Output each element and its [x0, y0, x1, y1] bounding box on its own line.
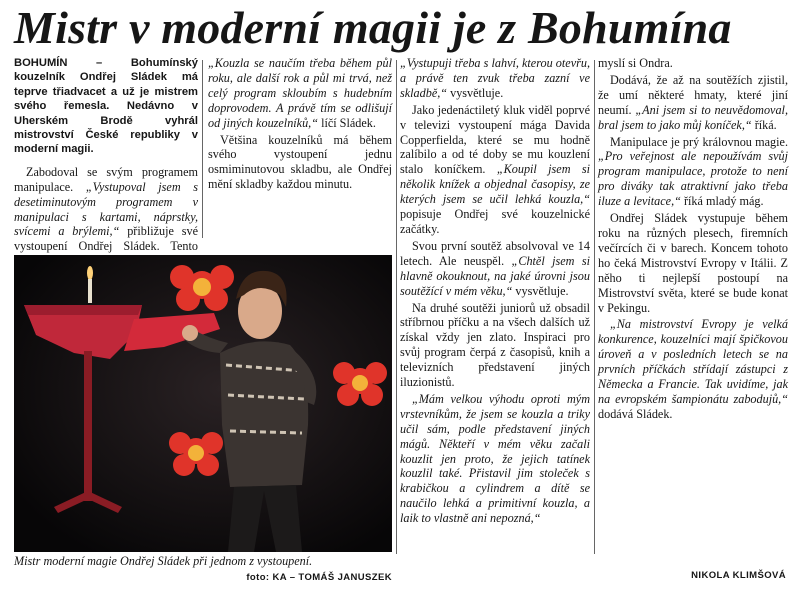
quote: „Chtěl jsem si hlavně okouknout, na jaké úrovni jsou soutěžící v mém věku,“	[400, 253, 590, 298]
body-paragraph	[400, 301, 590, 390]
body-text: dodává Sládek.	[598, 406, 673, 421]
body-text: říká.	[751, 117, 777, 132]
article-column-3	[400, 56, 590, 526]
body-text: říká mladý mág.	[680, 194, 764, 209]
column-divider	[202, 60, 203, 238]
body-paragraph	[598, 56, 788, 71]
body-paragraph	[400, 392, 590, 526]
quote: „Mám velkou výhodu oproti mým vrstevníkům, že jsem se kouzla a triky učil sám, podle představení jiných mágů. Někteří v mém věku začali kouzlit jen proto, že jejich tatínek kouzlil také. Přistavil jim stoleček s krabičkou a cylindrem a dítě se naučilo lehká a primitivní kouzla, a laik to vlastně ani nepozná,“	[400, 391, 590, 526]
body-text: vysvětluje.	[447, 85, 504, 100]
author-byline: NIKOLA KLIMŠOVÁ	[691, 570, 786, 581]
headline: Mistr v moderní magii je z Bohumína	[14, 2, 732, 53]
body-text: myslí si Ondra.	[598, 56, 673, 70]
body-text: Ondřej Sládek vystupuje během roku na různých plesech, firemních večírcích či v barech. Koncem tohoto ho čeká Mistrovství Evropy v Itálii. Z něho ti nejlepší postoupí na Mistrovství světa, které se bude konat v Pekingu.	[598, 211, 788, 315]
body-paragraph	[598, 317, 788, 421]
body-paragraph	[208, 56, 392, 131]
quote: „Pro veřejnost ale nepoužívám svůj program manipulace, protože to není pro diváky tak atraktivní jako třeba iluze a levitace,“	[598, 149, 788, 209]
quote: „Ani jsem si to neuvědomoval, bral jsem to jako můj koníček,“	[598, 102, 788, 132]
body-paragraph	[400, 239, 590, 299]
body-text: přibližuje své vystoupení Ondřej Sládek. Tento	[14, 224, 198, 254]
body-text: Většina kouzelníků má během svého vystoupení jednu osmiminutovou skladbu, ale Ondřej mění skladby každou minutu.	[208, 132, 392, 192]
lead-paragraph: BOHUMÍN – Bohumínský kouzelník Ondřej Sládek má teprve třiadvacet a už je mistrem svého řemesla. Nedávno v Uherském Brodě vyhrál mistrovství České republiky v moderní magii.	[14, 57, 198, 156]
quote: „Kouzla se naučím třeba během půl roku, ale další rok a půl mi trvá, než celý program skloubím s hudebním doprovodem. A právě tím se odlišují od jiných kouzelníků,“	[208, 56, 392, 130]
body-text: vysvětluje.	[512, 283, 569, 298]
quote: „Vystupoval jsem s desetiminutovým programem v manipulaci s kartami, náprstky, svícemi a brýlemi,“	[14, 179, 198, 239]
body-paragraph	[400, 56, 590, 101]
column-divider	[396, 60, 397, 554]
quote: „Vystupuji třeba s lahví, kterou otevřu, a právě ten zvuk třeba zazní ve skladbě,“	[400, 56, 590, 100]
body-paragraph	[598, 211, 788, 315]
body-paragraph	[208, 133, 392, 193]
article-column-4	[598, 56, 788, 422]
body-paragraph	[400, 103, 590, 237]
article-photo	[14, 255, 392, 552]
body-paragraph	[598, 73, 788, 133]
body-paragraph	[14, 165, 198, 269]
body-text: Zabodoval se svým programem manipulace.	[14, 164, 198, 194]
magician-photo-illustration	[14, 255, 392, 552]
photo-caption: Mistr moderní magie Ondřej Sládek při jednom z vystoupení.	[14, 554, 313, 568]
body-paragraph	[598, 135, 788, 210]
body-text: líčí Sládek.	[318, 115, 376, 130]
body-text: Dodává, že až na soutěžích zjistil, že umí některé hmaty, které jiní neumí.	[598, 72, 788, 117]
body-text: popisuje Ondřej své kouzelnické začátky.	[400, 207, 590, 236]
body-text: Svou první soutěž absolvoval ve 14 letech. Ale neuspěl.	[400, 238, 590, 268]
article-column-1	[14, 56, 198, 269]
quote: „Na mistrovství Evropy je velká konkurence, kouzelníci mají špičkovou úroveň a v posledních letech se na prvních příčkách střídají zástupci z Německa a Francie. Tak uvidíme, jak na evropském šampionátu zabodujů,“	[598, 317, 788, 406]
body-text: Jako jedenáctiletý kluk viděl poprvé v televizi vystoupení mága Davida Copperfielda, které se mu hodně zalíbilo a od té doby se mu kouzlení stalo koníčkem.	[400, 102, 590, 177]
quote: „Koupil jsem si několik knížek a objednal časopisy, ze kterých jsem se učil lehká kouzla,“	[400, 162, 590, 207]
photo-credit: foto: KA – TOMÁŠ JANUSZEK	[246, 572, 392, 583]
column-divider	[594, 60, 595, 554]
article-column-2	[208, 56, 392, 192]
body-text: Manipulace je prý královnou magie.	[610, 134, 788, 149]
body-text: Na druhé soutěži juniorů už obsadil stříbrnou příčku a na všech dalších už získal vždy jen zlato. Inspiraci pro svůj program čerpá z časopisů, knih a televizních představení jiných iluzionistů.	[400, 300, 590, 390]
